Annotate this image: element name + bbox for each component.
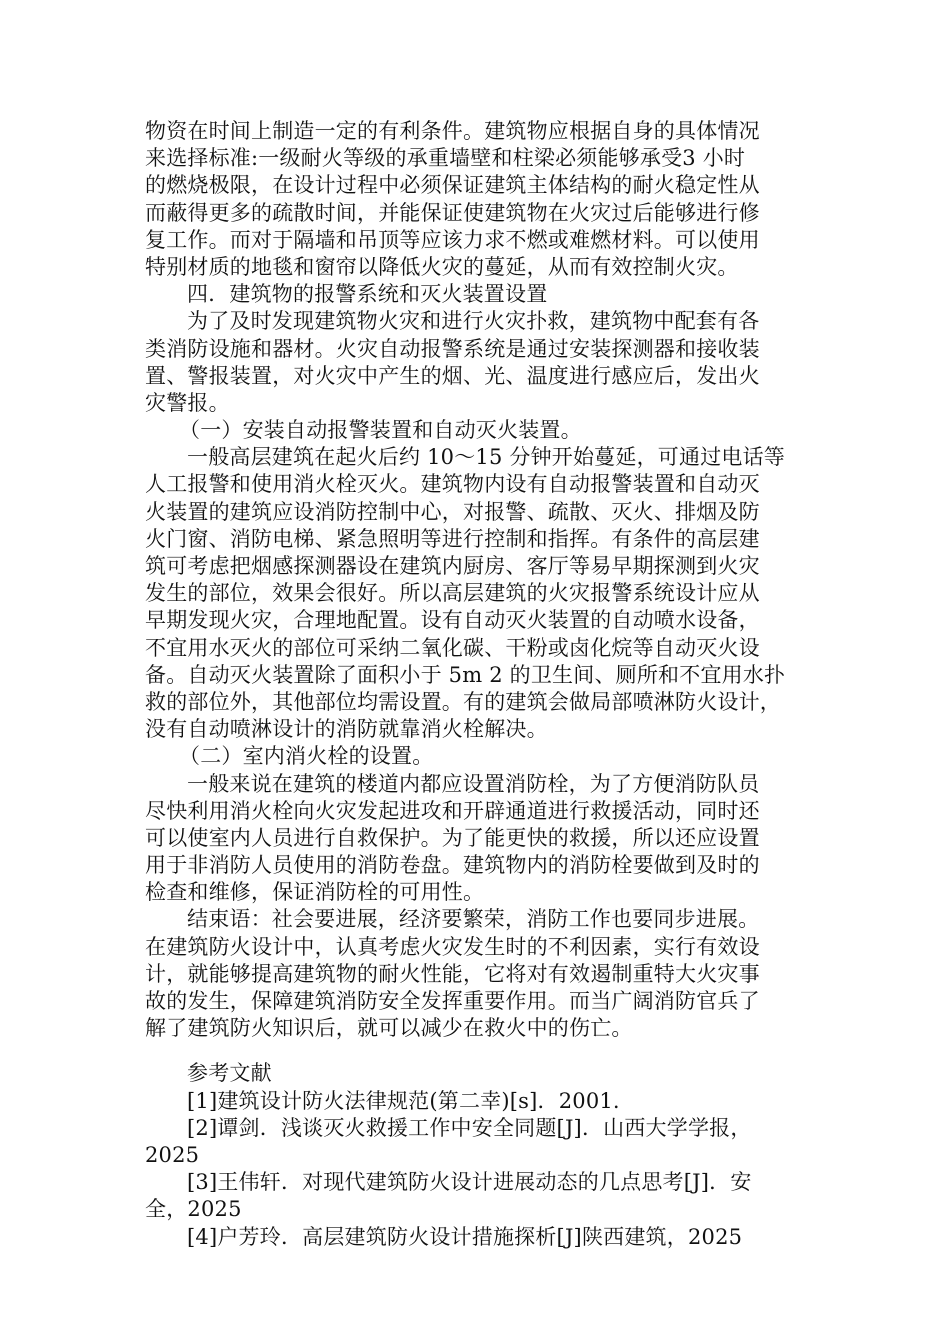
text-line: 没有自动喷淋设计的消防就靠消火栓解决。 (145, 717, 548, 742)
text-line: 计，就能够提高建筑物的耐火性能，它将对有效遏制重特大火灾事 (145, 961, 760, 986)
text-line: 复工作。而对于隔墙和吊顶等应该力求不燃或难燃材料。可以使用 (145, 227, 760, 252)
text-line: 而蔽得更多的疏散时间，并能保证使建筑物在火灾过后能够进行修 (145, 200, 760, 225)
text-line: 为了及时发现建筑物火灾和进行火灾扑救，建筑物中配套有各 (187, 309, 760, 334)
reference-item-continuation: 全，2025 (145, 1197, 242, 1222)
text-line: 结束语：社会要进展，经济要繁荣，消防工作也要同步进展。 (187, 907, 760, 932)
section-heading-4: 四．建筑物的报警系统和灭火装置设置 (187, 282, 548, 307)
text-line: 故的发生，保障建筑消防安全发挥重要作用。而当广阔消防官兵了 (145, 989, 760, 1013)
text-line: 救的部位外，其他部位均需设置。有的建筑会做局部喷淋防火设计， (145, 689, 781, 714)
document-page (145, 118, 805, 1251)
paragraph-conclusion (145, 906, 805, 1042)
reference-item: [4]户芳玲．高层建筑防火设计措施探析[J]陕西建筑，2025 (187, 1224, 743, 1249)
text-line: 尽快利用消火栓向火灾发起进攻和开辟通道进行救援活动，同时还 (145, 798, 760, 823)
reference-list (145, 1088, 805, 1251)
reference-item: [3]王伟轩．对现代建筑防火设计进展动态的几点思考[J]．安 (187, 1170, 752, 1195)
text-line: 人工报警和使用消火栓灭火。建筑物内设有自动报警装置和自动灭 (145, 472, 760, 497)
text-line: 检查和维修，保证消防栓的可用性。 (145, 880, 485, 905)
reference-item-continuation: 2025 (145, 1142, 200, 1167)
text-line: 物资在时间上制造一定的有利条件。建筑物应根据自身的具体情况 (145, 119, 760, 143)
text-line: 来选择标准:一级耐火等级的承重墙壁和柱梁必须能够承受3 小时 (145, 146, 746, 171)
text-line: 一般高层建筑在起火后约 10～15 分钟开始蔓延，可通过电话等 (187, 445, 785, 470)
text-line: 在建筑防火设计中，认真考虑火灾发生时的不利因素，实行有效设 (145, 934, 760, 959)
text-line: 用于非消防人员使用的消防卷盘。建筑物内的消防栓要做到及时的 (145, 853, 760, 878)
text-line: 火装置的建筑应设消防控制中心，对报警、疏散、灭火、排烟及防 (145, 499, 760, 524)
text-line: 特别材质的地毯和窗帘以降低火灾的蔓延，从而有效控制火灾。 (145, 254, 739, 279)
text-line: 一般来说在建筑的楼道内都应设置消防栓，为了方便消防队员 (187, 771, 760, 796)
text-line: 早期发现火灾，合理地配置。设有自动灭火装置的自动喷水设备， (145, 608, 760, 633)
text-line: 的燃烧极限，在设计过程中必须保证建筑主体结构的耐火稳定性从 (145, 173, 760, 198)
paragraph-auto-alarm (145, 444, 805, 743)
references-title: 参考文献 (187, 1061, 272, 1086)
text-line: 可以使室内人员进行自救保护。为了能更快的救援，所以还应设置 (145, 825, 760, 850)
paragraph-hydrant (145, 771, 805, 907)
section-spacer (145, 1042, 805, 1060)
reference-item: [2]谭剑．浅谈灭火救援工作中安全同题[J]．山西大学学报， (187, 1115, 752, 1140)
paragraph-alarm-system (145, 308, 805, 417)
text-line: 不宜用水灭火的部位可采纳二氧化碳、干粉或卤化烷等自动灭火设 (145, 635, 760, 660)
text-line: 类消防设施和器材。火灾自动报警系统是通过安装探测器和接收装 (145, 336, 760, 361)
subsection-heading-2: （二）室内消火栓的设置。 (179, 744, 434, 769)
text-line: 火门窗、消防电梯、紧急照明等进行控制和指挥。有条件的高层建 (145, 526, 760, 551)
text-line: 备。自动灭火装置除了面积小于 5m 2 的卫生间、厕所和不宜用水扑 (145, 662, 786, 687)
reference-item: [1]建筑设计防火法律规范(第二幸)[s]．2001. (187, 1088, 620, 1113)
text-line: 置、警报装置，对火灾中产生的烟、光、温度进行感应后，发出火 (145, 363, 760, 388)
text-line: 解了建筑防火知识后，就可以减少在救火中的伤亡。 (145, 1016, 633, 1041)
subsection-heading-1: （一）安装自动报警装置和自动灭火装置。 (179, 418, 582, 443)
text-line: 筑可考虑把烟感探测器设在建筑内厨房、客厅等易早期探测到火灾 (145, 554, 760, 578)
paragraph-fire-resistance (145, 118, 805, 281)
text-line: 灾警报。 (145, 390, 230, 415)
text-line: 发生的部位，效果会很好。所以高层建筑的火灾报警系统设计应从 (145, 581, 760, 606)
